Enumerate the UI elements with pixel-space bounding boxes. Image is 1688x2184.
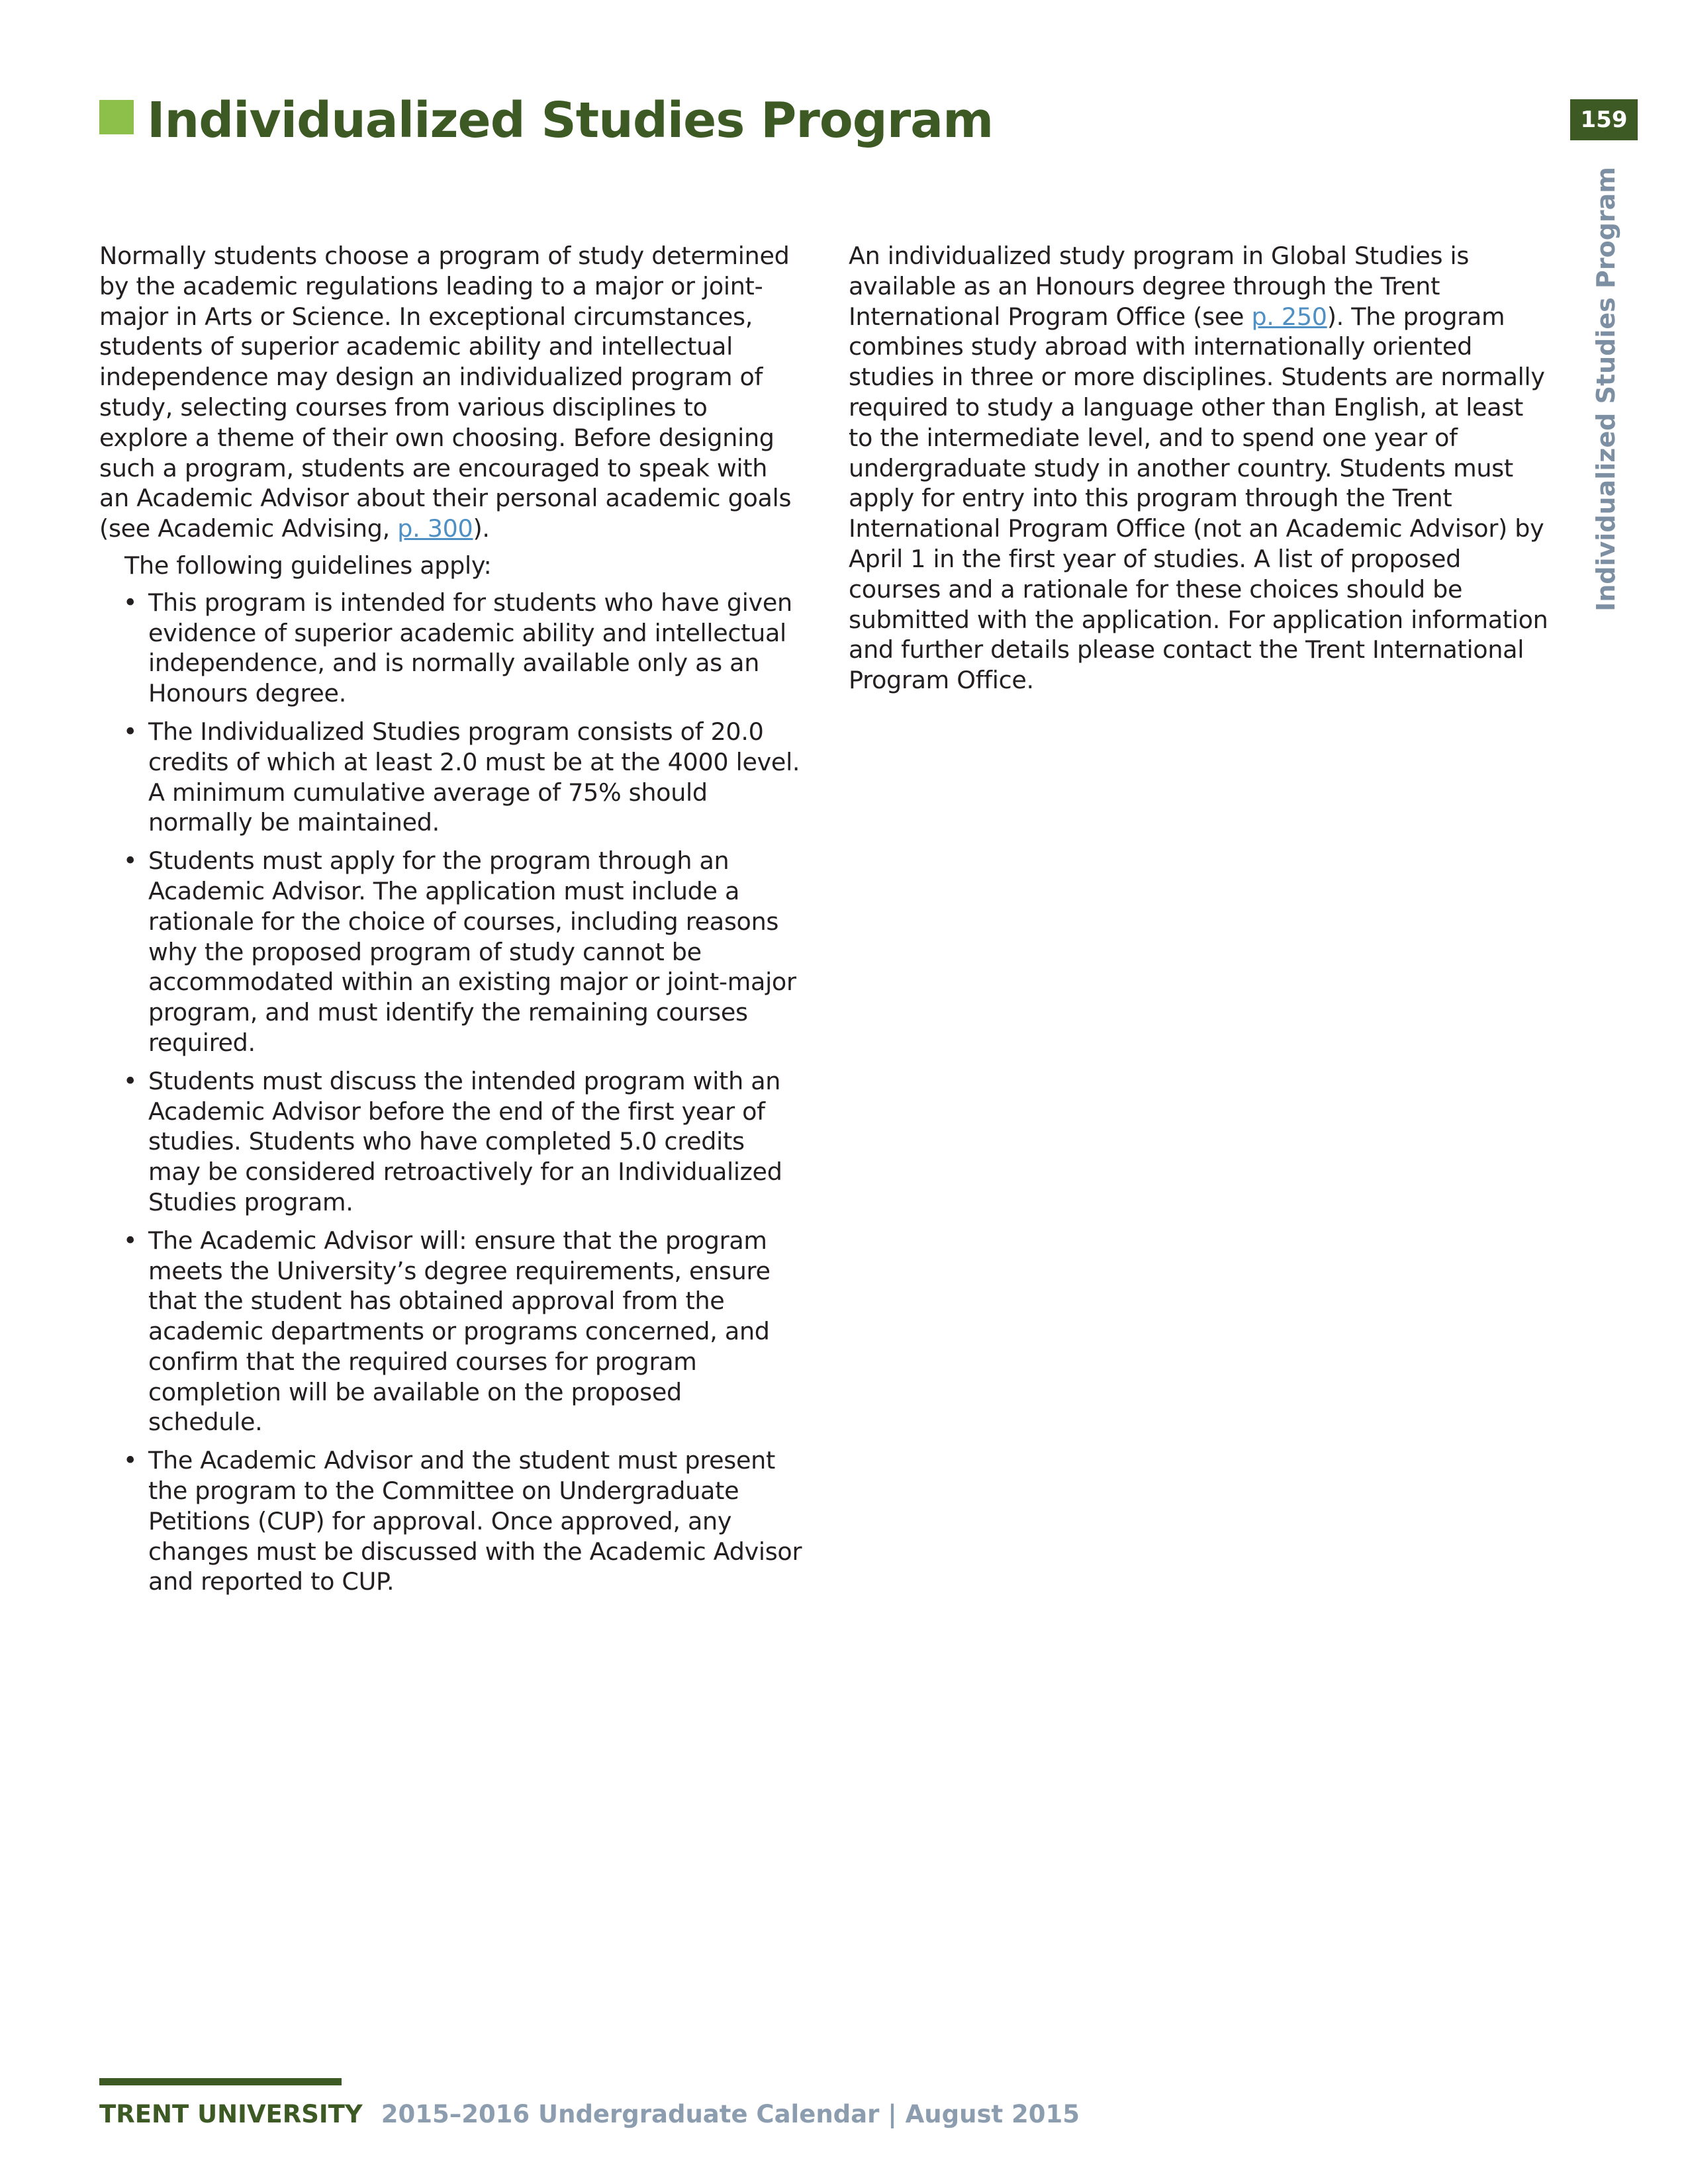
footer-rule [99,2078,342,2085]
bullet-icon: • [123,1066,138,1095]
bullet-icon: • [123,717,138,746]
global-studies-text: An individualized study program in Global Studies is available as an Honours degree through the Trent International Program Office (see [849,242,1470,331]
intro-text: Normally students choose a program of study determined by the academic regulations leading to a major or joint-major in Arts or Science. In exceptional circumstances, students of superior academic ability and intellectual independence may design an individualized program of study, selecting courses from various disciplines to explore a theme of their own choosing. Before designing such a program, students are encouraged to speak with an Academic Advisor about their personal academic goals (see Academic Advising, [99,242,792,543]
guideline-text: This program is intended for students who have given evidence of superior academic ability and intellectual independence, and is normally available only as an Honours degree. [148,588,792,708]
bullet-icon: • [123,1226,138,1255]
guideline-item [99,1445,802,1597]
global-studies-paragraph [849,241,1552,696]
guideline-item [99,846,802,1058]
page-number: 159 [1570,99,1638,140]
guideline-item [99,588,802,709]
bullet-icon: • [123,588,138,617]
side-section-label [1586,167,1626,612]
intro-text-end: ). [473,514,490,543]
page-title: Individualized Studies Program [147,92,994,149]
guidelines-intro: The following guidelines apply: [124,551,492,580]
guidelines-list [99,588,802,1598]
global-studies-text-end: ). The program combines study abroad with internationally oriented studies in three or more disciplines. Students are normally required to study a language other than English, at least to the intermediate level, and to spend one year of undergraduate study in another country. Students must apply for entry into this program through the Trent International Program Office (not an Academic Advisor) by April 1 in the first year of studies. A list of proposed courses and a rationale for these choices should be submitted with the application. For application information and further details please contact the Trent International Program Office. [849,302,1548,695]
guideline-item [99,717,802,838]
intro-paragraph [99,241,802,544]
bullet-icon: • [123,1446,138,1475]
footer-calendar: 2015–2016 Undergraduate Calendar | August 2015 [381,2100,1080,2128]
title-marker [99,100,134,134]
tip-office-link[interactable]: p. 250 [1251,302,1327,331]
guideline-item [99,1066,802,1218]
guideline-text: The Individualized Studies program consists of 20.0 credits of which at least 2.0 must be at the 4000 level. A minimum cumulative average of 75% should normally be maintained. [148,717,800,837]
footer [99,2098,1080,2131]
guideline-text: Students must apply for the program through an Academic Advisor. The application must include a rationale for the choice of courses, including reasons why the proposed program of study cannot be accommodated within an existing major or joint-major program, and must identify the remaining courses required. [148,846,796,1057]
guideline-text: The Academic Advisor will: ensure that the program meets the University’s degree requirements, ensure that the student has obtained approval from the academic departments or programs concerned, and confirm that the required courses for program completion will be available on the proposed schedule. [148,1226,771,1437]
left-column [99,241,802,1605]
side-label-text: Individualized Studies Program [1591,167,1620,612]
right-column [849,241,1552,696]
bullet-icon: • [123,846,138,876]
guideline-item [99,1226,802,1438]
footer-organization: TRENT UNIVERSITY [99,2100,363,2128]
academic-advising-link[interactable]: p. 300 [397,514,473,543]
guideline-text: The Academic Advisor and the student must present the program to the Committee on Undergraduate Petitions (CUP) for approval. Once approved, any changes must be discussed with the Academic Advisor and reported to CUP. [148,1446,802,1596]
guideline-text: Students must discuss the intended program with an Academic Advisor before the end of the first year of studies. Students who have completed 5.0 credits may be considered retroactively for an Individualized Studies program. [148,1066,782,1216]
